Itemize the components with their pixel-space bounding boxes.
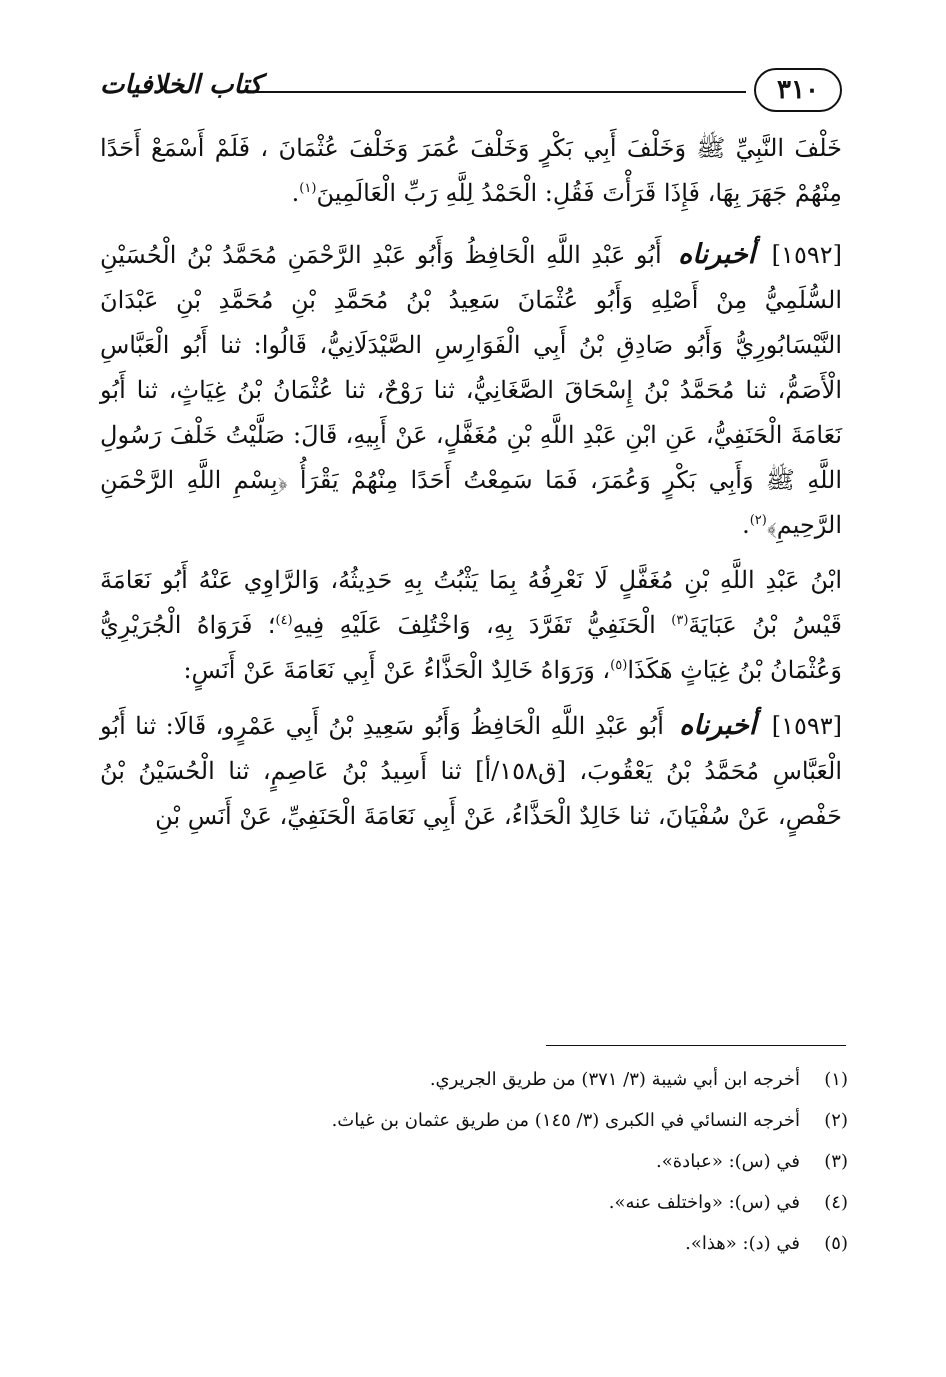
- hadith-1592: [100, 232, 842, 548]
- footnote-text: في (د): «هذا».: [685, 1233, 800, 1254]
- footnote-number: (١): [824, 1069, 848, 1090]
- footnote-marker: (٥): [610, 658, 628, 673]
- page-header: [100, 68, 842, 116]
- commentary-paragraph: [100, 558, 842, 693]
- footnote-text: في (س): «عبادة».: [656, 1151, 800, 1172]
- paragraph-text: أَبُو عَبْدِ اللَّهِ الْحَافِظُ وَأَبُو عَبْدِ الرَّحْمَنِ مُحَمَّدُ بْنُ الْحُسَيْنِ السُّلَمِيُّ مِنْ أَصْلِهِ وَأَبُو عُثْمَانَ سَعِيدُ بْنُ مُحَمَّدِ بْنِ مُحَمَّدِ بْنِ عَبْدَانَ النَّيْسَابُورِيُّ وَأَبُو صَادِقِ بْنُ أَبِي الْفَوَارِسِ الصَّيْدَلَانِيُّ، قَالُوا: ثنا أَبُو الْعَبَّاسِ الْأَصَمُّ، ثنا مُحَمَّدُ بْنُ إِسْحَاقَ الصَّغَانِيُّ، ثنا رَوْحٌ، ثنا عُثْمَانُ بْنُ غِيَاثٍ، ثنا أَبُو نَعَامَةَ الْحَنَفِيُّ، عَنِ ابْنِ عَبْدِ اللَّهِ بْنِ مُغَفَّلٍ، عَنْ أَبِيهِ، قَالَ: صَلَّيْتُ خَلْفَ رَسُولِ اللَّهِ ﷺ وَأَبِي بَكْرٍ وَعُمَرَ، فَمَا سَمِعْتُ أَحَدًا مِنْهُمْ يَقْرَأُ ﴿بِسْمِ اللَّهِ الرَّحْمَنِ الرَّحِيمِ﴾: [100, 241, 843, 539]
- page-number: ٣١٠: [777, 75, 819, 105]
- footnote-3: [108, 1150, 848, 1173]
- footnote-5: [108, 1232, 848, 1255]
- footnote-1: [108, 1068, 848, 1091]
- footnote-number: (٢): [824, 1110, 848, 1131]
- paragraph-text-4: ، وَرَوَاهُ خَالِدٌ الْحَذَّاءُ عَنْ أَبِي نَعَامَةَ عَنْ أَنَسٍ:: [183, 656, 611, 684]
- hadith-1593: [100, 703, 842, 839]
- narration-lead: أخبرناه: [679, 710, 757, 741]
- footnote-2: [108, 1109, 848, 1132]
- narration-lead: أخبرناه: [678, 239, 756, 270]
- footnote-marker: (٣): [671, 613, 689, 628]
- footnote-separator: [546, 1045, 846, 1046]
- header-rule: [250, 91, 746, 93]
- footnote-number: (٣): [824, 1151, 848, 1172]
- footnote-text: في (س): «واختلف عنه».: [608, 1192, 800, 1213]
- hadith-number: [١٥٩٢]: [771, 241, 842, 269]
- paragraph-text-3: ؛ فَرَوَاهُ الْجُرَيْرِيُّ وَعُثْمَانُ بْنُ غِيَاثٍ هَكَذَا: [100, 611, 842, 684]
- footnote-text: أخرجه النسائي في الكبرى (٣/ ١٤٥) من طريق عثمان بن غياث.: [331, 1110, 800, 1131]
- paragraph-tail: .: [742, 511, 750, 539]
- paragraph-text: أَبُو عَبْدِ اللَّهِ الْحَافِظُ وَأَبُو سَعِيدِ بْنُ أَبِي عَمْرٍو، قَالَا: ثنا أَبُو الْعَبَّاسِ مُحَمَّدُ بْنُ يَعْقُوبَ، [ق١٥٨/أ] ثنا أَسِيدُ بْنُ عَاصِمٍ، ثنا الْحُسَيْنُ بْنُ حَفْصٍ، عَنْ سُفْيَانَ، ثنا خَالِدٌ الْحَذَّاءُ، عَنْ أَبِي نَعَامَةَ الْحَنَفِيِّ، عَنْ أَنَسِ بْنِ: [100, 712, 842, 830]
- page-number-badge: [754, 68, 842, 112]
- footnotes: [108, 1068, 848, 1273]
- footnote-number: (٤): [824, 1192, 848, 1213]
- main-text: [100, 126, 842, 849]
- footnote-number: (٥): [824, 1233, 848, 1254]
- paragraph-text: خَلْفَ النَّبِيِّ ﷺ وَخَلْفَ أَبِي بَكْرٍ وَخَلْفَ عُمَرَ وَخَلْفَ عُثْمَانَ ، فَلَمْ أَسْمَعْ أَحَدًا مِنْهُمْ جَهَرَ بِهَا، فَإِذَا قَرَأْتَ فَقُلِ: الْحَمْدُ لِلَّهِ رَبِّ الْعَالَمِينَ: [100, 134, 842, 207]
- paragraph-continuation: [100, 126, 842, 216]
- hadith-number: [١٥٩٣]: [771, 712, 842, 740]
- paragraph-text: ابْنُ عَبْدِ اللَّهِ بْنِ مُغَفَّلٍ لَا نَعْرِفُهُ بِمَا يَثْبُتُ بِهِ حَدِيثُهُ، وَالرَّاوِي عَنْهُ أَبُو نَعَامَةَ قَيْسُ بْنُ عَبَايَةَ: [100, 566, 842, 639]
- paragraph-text-2: الْحَنَفِيُّ تَفَرَّدَ بِهِ، وَاخْتُلِفَ عَلَيْهِ فِيهِ: [292, 611, 672, 639]
- footnote-marker: (٤): [275, 613, 293, 628]
- book-title: كتاب الخلافيات: [100, 70, 262, 100]
- footnote-text: أخرجه ابن أبي شيبة (٣/ ٣٧١) من طريق الجريري.: [429, 1069, 800, 1090]
- footnote-4: [108, 1191, 848, 1214]
- footnote-marker: (٢): [749, 513, 767, 528]
- footnote-marker: (١): [299, 181, 317, 196]
- paragraph-tail: .: [291, 179, 300, 207]
